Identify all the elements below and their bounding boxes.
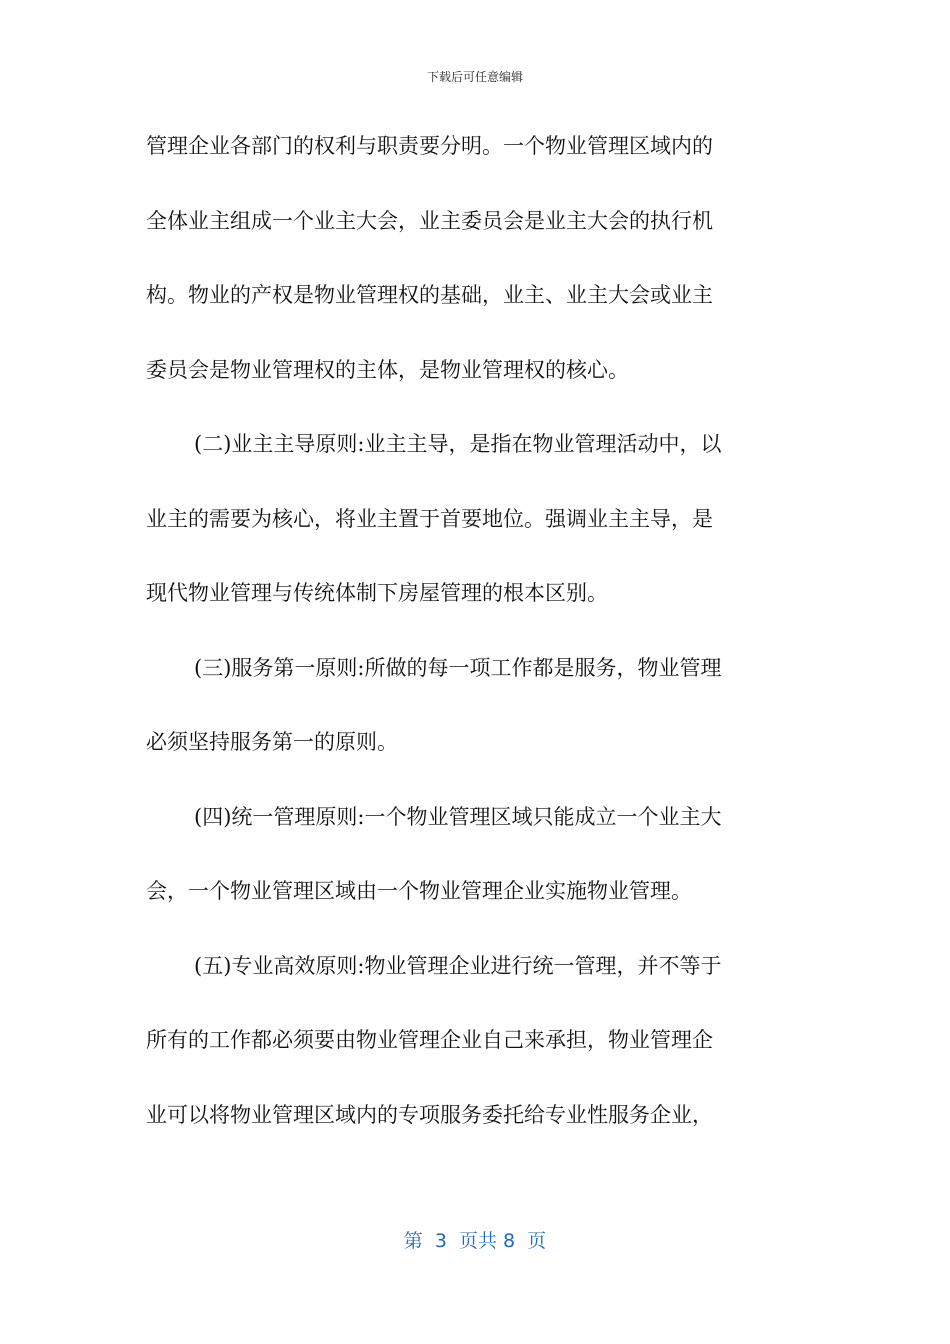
text-line: 会，一个物业管理区域由一个物业管理企业实施物业管理。 xyxy=(146,879,692,903)
page-header: 下载后可任意编辑 xyxy=(426,70,523,84)
text-line: 业主的需要为核心，将业主置于首要地位。强调业主主导，是 xyxy=(146,506,713,531)
text-line: 必须坚持服务第一的原则。 xyxy=(146,730,398,754)
text-line: 委员会是物业管理权的主体，是物业管理权的核心。 xyxy=(146,357,629,382)
text-line: (五)专业高效原则:物业管理企业进行统一管理，并不等于 xyxy=(194,953,722,978)
text-line: 现代物业管理与传统体制下房屋管理的根本区别。 xyxy=(146,581,608,605)
text-line: (三)服务第一原则:所做的每一项工作都是服务，物业管理 xyxy=(194,655,722,680)
text-line: (四)统一管理原则:一个物业管理区域只能成立一个业主大 xyxy=(194,804,722,829)
text-line: 所有的工作都必须要由物业管理企业自己来承担，物业管理企 xyxy=(146,1028,713,1052)
body-text xyxy=(146,128,806,1171)
text-line: 业可以将物业管理区域内的专项服务委托给专业性服务企业， xyxy=(146,1102,713,1127)
text-line: 管理企业各部门的权利与职责要分明。一个物业管理区域内的 xyxy=(146,134,713,158)
text-line: 构。物业的产权是物业管理权的基础，业主、业主大会或业主 xyxy=(146,283,713,307)
page-number-footer: 第 3 页共 8 页 xyxy=(403,1230,547,1252)
text-line: 全体业主组成一个业主大会，业主委员会是业主大会的执行机 xyxy=(146,208,713,233)
text-line: (二)业主主导原则:业主主导，是指在物业管理活动中，以 xyxy=(194,432,722,456)
